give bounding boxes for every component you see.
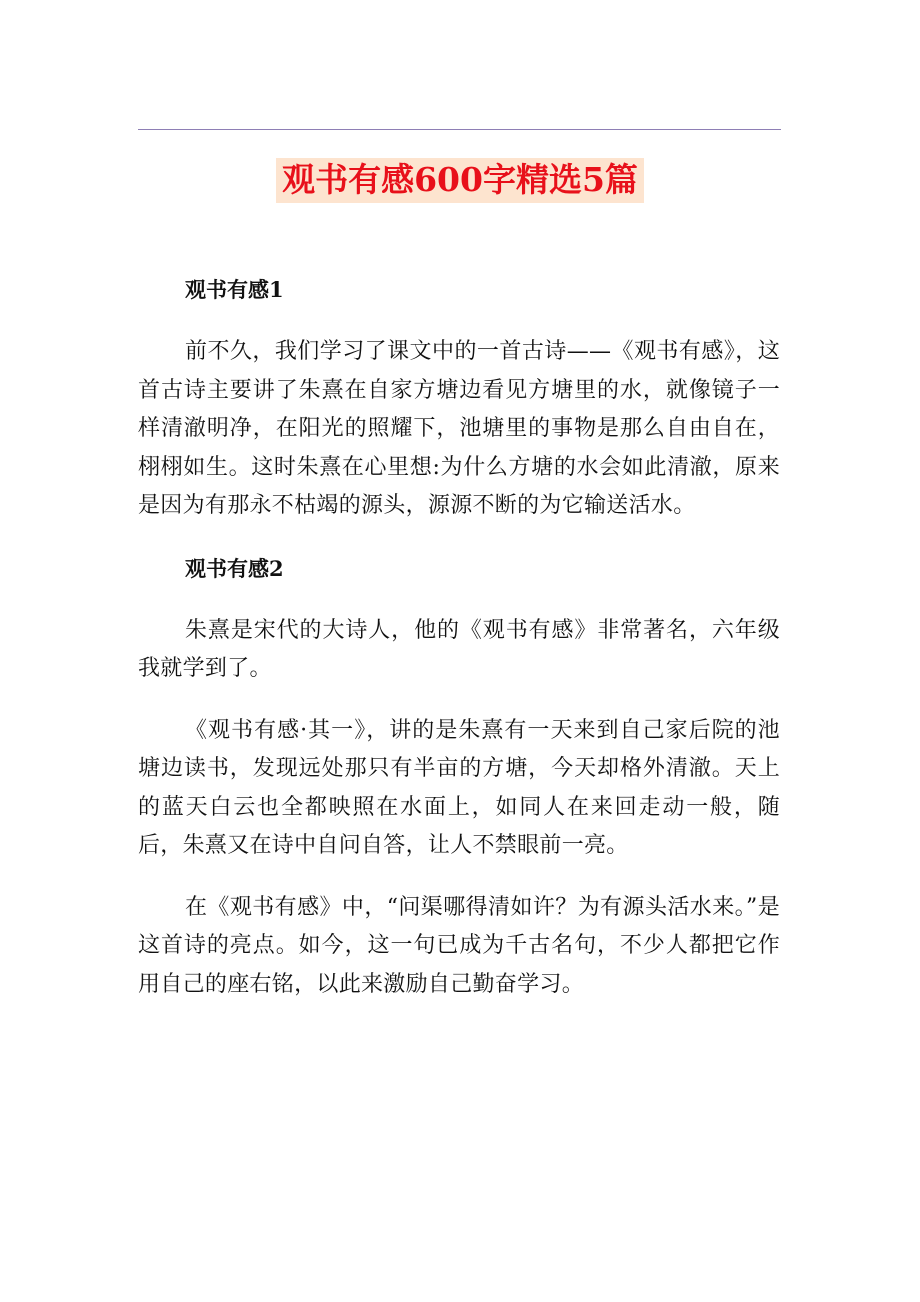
paragraph: 朱熹是宋代的大诗人，他的《观书有感》非常著名，六年级我就学到了。	[138, 617, 780, 681]
top-divider	[138, 129, 781, 130]
paragraph: 《观书有感·其一》，讲的是朱熹有一天来到自己家后院的池塘边读书，发现远处那只有半亩的方塘，今天却格外清澈。天上的蓝天白云也全都映照在水面上，如同人在来回走动一般，随后，朱熹又在诗中自问自答，让人不禁眼前一亮。	[138, 717, 780, 858]
paragraph: 在《观书有感》中，“问渠哪得清如许？为有源头活水来。”是这首诗的亮点。如今，这一句已成为千古名句，不少人都把它作用自己的座右铭，以此来激励自己勤奋学习。	[138, 894, 780, 997]
section-heading: 观书有感2	[185, 555, 284, 581]
document-body	[138, 270, 780, 1004]
document-title-text: 观书有感600字精选5篇	[276, 158, 644, 203]
paragraph: 前不久，我们学习了课文中的一首古诗——《观书有感》，这首古诗主要讲了朱熹在自家方塘边看见方塘里的水，就像镜子一样清澈明净，在阳光的照耀下，池塘里的事物是那么自由自在，栩栩如生。这时朱熹在心里想:为什么方塘的水会如此清澈，原来是因为有那永不枯竭的源头，源源不断的为它输送活水。	[138, 339, 780, 518]
section-heading: 观书有感1	[185, 277, 284, 302]
section-1	[138, 270, 780, 526]
document-title	[0, 158, 920, 203]
section-2	[138, 549, 780, 1005]
